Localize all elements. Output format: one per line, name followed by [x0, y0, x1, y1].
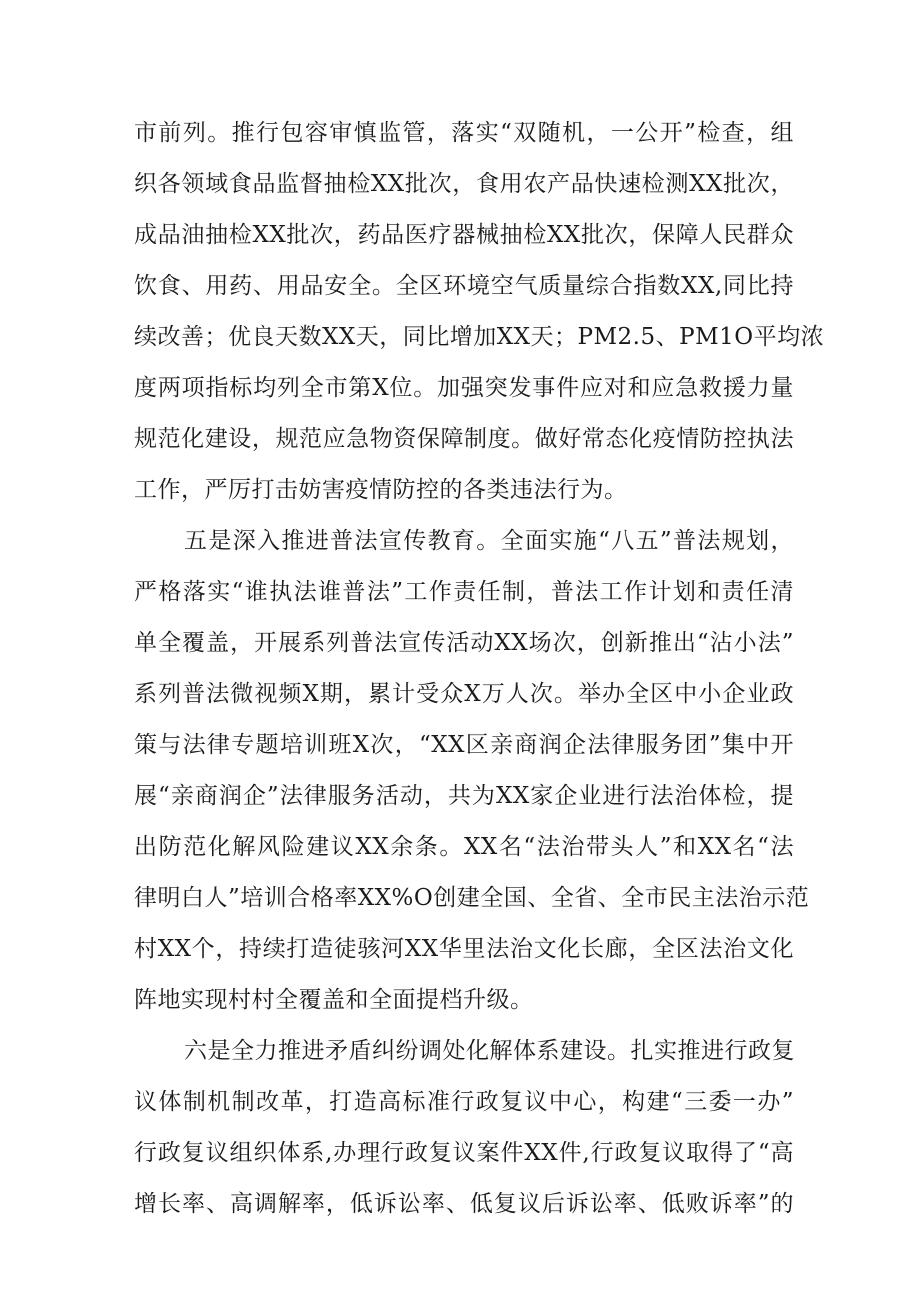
paragraph-line: 六是全力推进矛盾纠纷调处化解体系建设。扎实推进行政复: [184, 1038, 795, 1064]
paragraph-line: 严格落实“谁执法谁普法”工作责任制，普法工作计划和责任清: [134, 579, 794, 605]
paragraph-line: 出防范化解风险建议XX余条。XX名“法治带头人”和XX名“法: [134, 834, 794, 860]
paragraph-line: 策与法律专题培训班X次，“XX区亲商润企法律服务团”集中开: [134, 732, 794, 758]
paragraph-line: 议体制机制改革，打造高标准行政复议中心，构建“三委一办”: [134, 1089, 794, 1115]
paragraph-line: 织各领域食品监督抽检XX批次，食用农产品快速检测XX批次，: [134, 171, 794, 197]
paragraph-line: 规范化建设，规范应急物资保障制度。做好常态化疫情防控执法: [134, 426, 794, 452]
paragraph-line: 村XX个，持续打造徒骇河XX华里法治文化长廊，全区法治文化: [134, 936, 794, 962]
paragraph-line: 五是深入推进普法宣传教育。全面实施“八五”普法规划，: [184, 528, 794, 554]
paragraph-line: 工作，严厉打击妨害疫情防控的各类违法行为。: [134, 477, 628, 503]
paragraph-line: 续改善；优良天数XX天，同比增加XX天；PM2.5、PM1O平均浓: [134, 324, 825, 350]
paragraph-line: 增长率、高调解率，低诉讼率、低复议后诉讼率、低败诉率”的: [134, 1191, 794, 1217]
paragraph-line: 市前列。推行包容审慎监管，落实“双随机，一公开”检查，组: [134, 120, 794, 146]
paragraph-line: 展“亲商润企”法律服务活动，共为XX家企业进行法治体检，提: [134, 783, 794, 809]
paragraph-line: 成品油抽检XX批次，药品医疗器械抽检XX批次，保障人民群众: [134, 222, 794, 248]
paragraph-line: 度两项指标均列全市第X位。加强突发事件应对和应急救援力量: [134, 375, 794, 401]
paragraph-line: 律明白人”培训合格率XX%O创建全国、全省、全市民主法治示范: [134, 885, 810, 911]
paragraph-line: 行政复议组织体系,办理行政复议案件XX件,行政复议取得了“高: [134, 1140, 794, 1166]
paragraph-line: 系列普法微视频X期，累计受众X万人次。举办全区中小企业政: [134, 681, 794, 707]
paragraph-line: 阵地实现村村全覆盖和全面提档升级。: [134, 987, 534, 1013]
paragraph-line: 单全覆盖，开展系列普法宣传活动XX场次，创新推出“沾小法”: [134, 630, 794, 656]
paragraph-line: 饮食、用药、用品安全。全区环境空气质量综合指数XX,同比持: [134, 273, 794, 299]
